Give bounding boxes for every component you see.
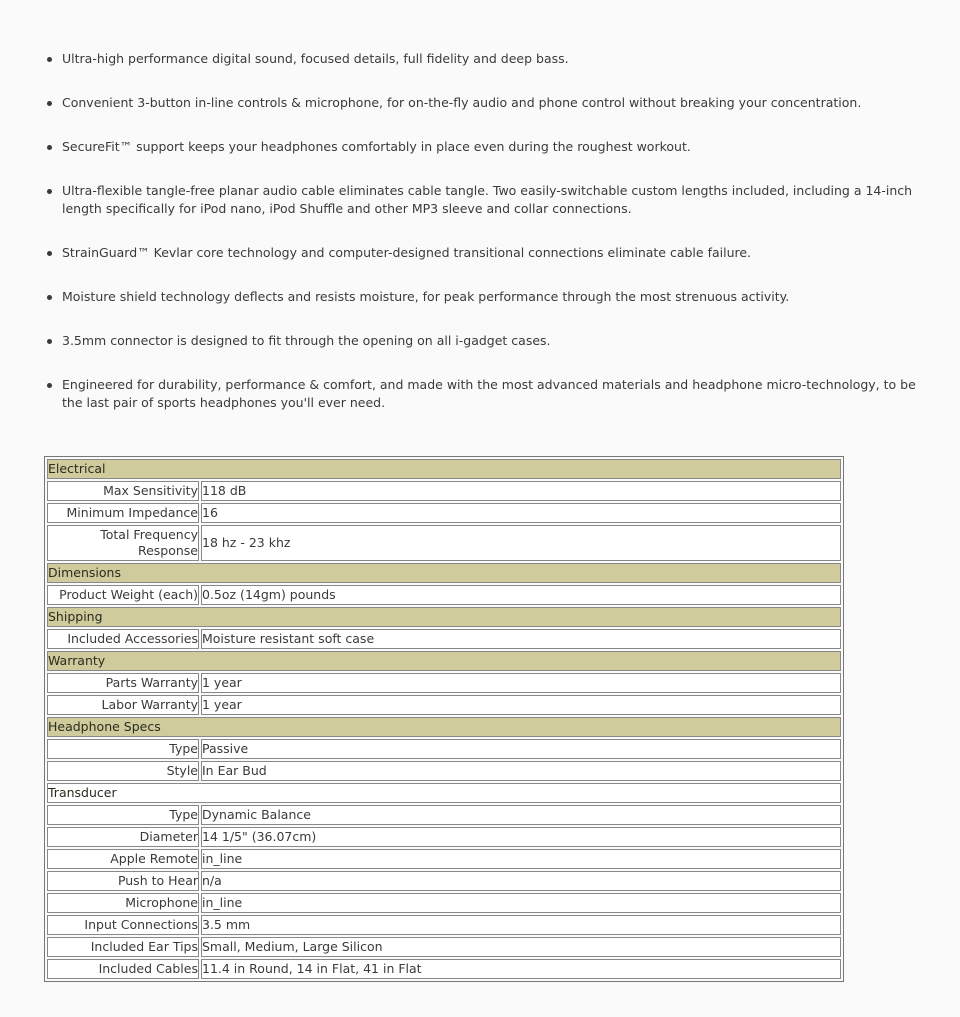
spec-label: Total Frequency Response xyxy=(47,525,199,561)
spec-label: Type xyxy=(47,805,199,825)
spec-label: Push to Hear xyxy=(47,871,199,891)
spec-value: in_line xyxy=(201,849,841,869)
spec-table-wrapper xyxy=(44,456,844,982)
spec-label: Apple Remote xyxy=(47,849,199,869)
feature-item: SecureFit™ support keeps your headphones comfortably in place even during the roughest workout. xyxy=(62,138,920,156)
spec-label: Included Accessories xyxy=(47,629,199,649)
section-header-electrical: Electrical xyxy=(47,459,841,479)
spec-value: 3.5 mm xyxy=(201,915,841,935)
spec-label: Type xyxy=(47,739,199,759)
section-header-warranty: Warranty xyxy=(47,651,841,671)
section-header-dimensions: Dimensions xyxy=(47,563,841,583)
spec-value: 1 year xyxy=(201,695,841,715)
spec-value: 18 hz - 23 khz xyxy=(201,525,841,561)
feature-item: Engineered for durability, performance & comfort, and made with the most advanced materials and headphone micro-technology, to be the last pair of sports headphones you'll ever need. xyxy=(62,376,920,412)
spec-table xyxy=(44,456,844,982)
table-row xyxy=(47,673,841,693)
spec-value: Passive xyxy=(201,739,841,759)
table-row xyxy=(47,695,841,715)
feature-item: Ultra-flexible tangle-free planar audio cable eliminates cable tangle. Two easily-switchable custom lengths included, including a 14-inch length specifically for iPod nano, iPod Shuffle and other MP3 sleeve and collar connections. xyxy=(62,182,920,218)
spec-label: Minimum Impedance xyxy=(47,503,199,523)
spec-label: Included Cables xyxy=(47,959,199,979)
spec-label: Microphone xyxy=(47,893,199,913)
spec-value: 1 year xyxy=(201,673,841,693)
spec-label: Included Ear Tips xyxy=(47,937,199,957)
spec-value: n/a xyxy=(201,871,841,891)
table-row xyxy=(47,827,841,847)
spec-value: 11.4 in Round, 14 in Flat, 41 in Flat xyxy=(201,959,841,979)
spec-label: Style xyxy=(47,761,199,781)
spec-label: Parts Warranty xyxy=(47,673,199,693)
table-row xyxy=(47,959,841,979)
section-header-headphone-specs: Headphone Specs xyxy=(47,717,841,737)
table-row xyxy=(47,871,841,891)
feature-item: 3.5mm connector is designed to fit through the opening on all i-gadget cases. xyxy=(62,332,920,350)
section-header-transducer: Transducer xyxy=(47,783,841,803)
spec-value: 118 dB xyxy=(201,481,841,501)
feature-item: Moisture shield technology deflects and resists moisture, for peak performance through the most strenuous activity. xyxy=(62,288,920,306)
spec-value: 14 1/5" (36.07cm) xyxy=(201,827,841,847)
spec-value: 0.5oz (14gm) pounds xyxy=(201,585,841,605)
table-row xyxy=(47,503,841,523)
spec-value: Small, Medium, Large Silicon xyxy=(201,937,841,957)
spec-value: Moisture resistant soft case xyxy=(201,629,841,649)
spec-value: 16 xyxy=(201,503,841,523)
table-row xyxy=(47,849,841,869)
table-row xyxy=(47,481,841,501)
feature-list xyxy=(0,0,960,412)
feature-item: Ultra-high performance digital sound, focused details, full fidelity and deep bass. xyxy=(62,50,920,68)
spec-label: Input Connections xyxy=(47,915,199,935)
table-row xyxy=(47,739,841,759)
table-row xyxy=(47,629,841,649)
table-row xyxy=(47,893,841,913)
spec-label: Labor Warranty xyxy=(47,695,199,715)
table-row xyxy=(47,525,841,561)
table-row xyxy=(47,761,841,781)
section-header-shipping: Shipping xyxy=(47,607,841,627)
table-row xyxy=(47,805,841,825)
table-row xyxy=(47,915,841,935)
spec-value: In Ear Bud xyxy=(201,761,841,781)
table-row xyxy=(47,937,841,957)
table-row xyxy=(47,585,841,605)
spec-label: Max Sensitivity xyxy=(47,481,199,501)
spec-label: Product Weight (each) xyxy=(47,585,199,605)
feature-item: StrainGuard™ Kevlar core technology and computer-designed transitional connections eliminate cable failure. xyxy=(62,244,920,262)
spec-value: Dynamic Balance xyxy=(201,805,841,825)
spec-value: in_line xyxy=(201,893,841,913)
spec-label: Diameter xyxy=(47,827,199,847)
feature-item: Convenient 3-button in-line controls & microphone, for on-the-fly audio and phone control without breaking your concentration. xyxy=(62,94,920,112)
